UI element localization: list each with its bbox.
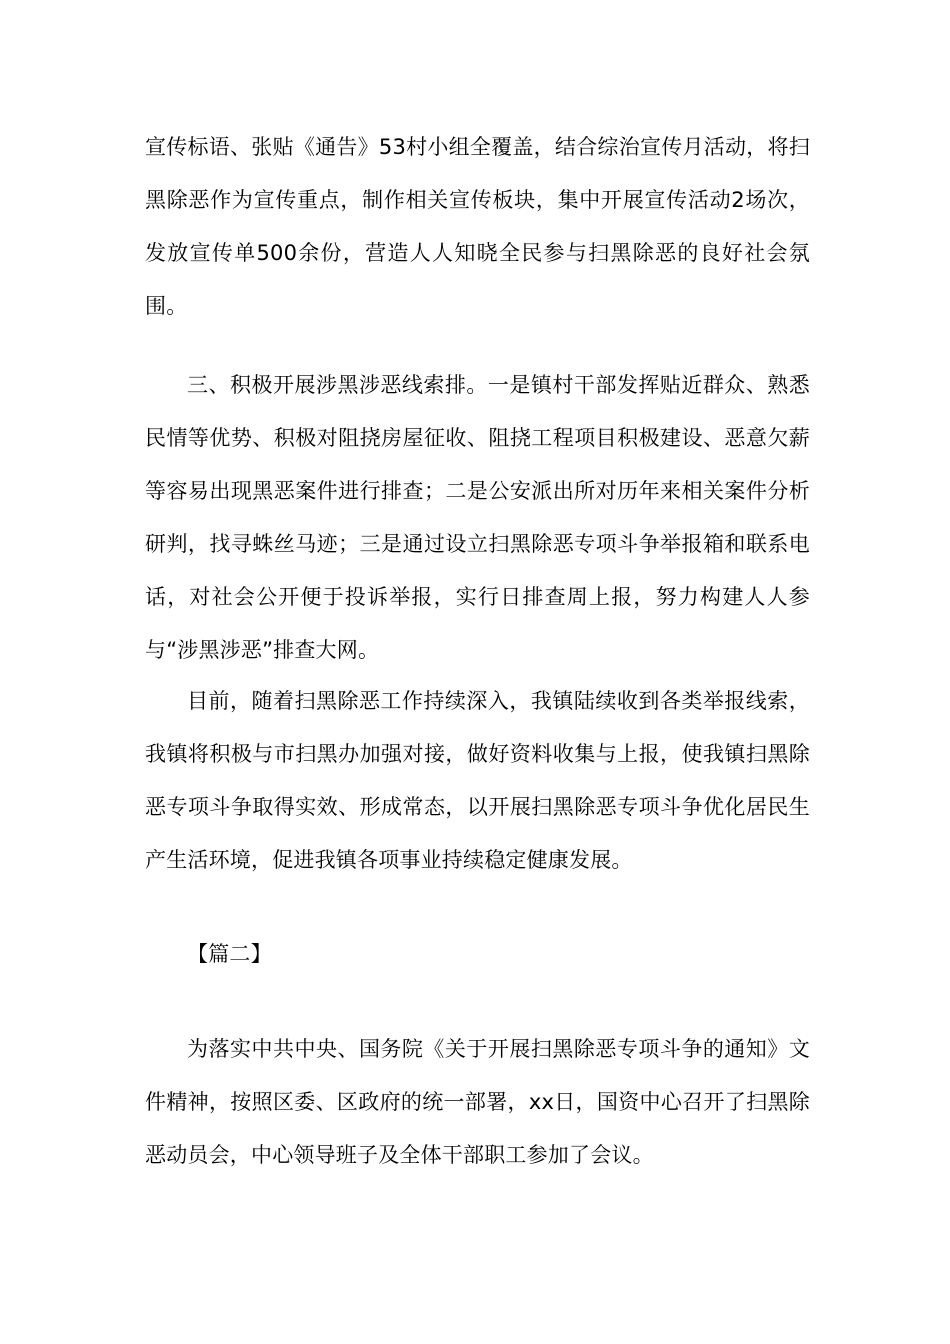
paragraph-publicity-continuation: 宣传标语、张贴《通告》53村小组全覆盖，结合综治宣传月活动，将扫黑除恶作为宣传重点，制作相关宣传板块，集中开展宣传活动2场次，发放宣传单500余份，营造人人知晓全民参与扫黑除恶的良好社会氛围。 [145, 135, 810, 318]
paragraph-current-progress: 目前，随着扫黑除恶工作持续深入，我镇陆续收到各类举报线索，我镇将积极与市扫黑办加强对接，做好资料收集与上报，使我镇扫黑除恶专项斗争取得实效、形成常态，以开展扫黑除恶专项斗争优化居民生产生活环境，促进我镇各项事业持续稳定健康发展。 [145, 689, 810, 872]
paragraph-part-two-intro: 为落实中共中央、国务院《关于开展扫黑除恶专项斗争的通知》文件精神，按照区委、区政府的统一部署，xx日，国资中心召开了扫黑除恶动员会，中心领导班子及全体干部职工参加了会议。 [145, 1037, 810, 1167]
section-heading-part-two: 【篇二】 [187, 942, 272, 966]
paragraph-section-three-clue-investigation: 三、积极开展涉黑涉恶线索排。一是镇村干部发挥贴近群众、熟悉民情等优势、积极对阻挠房屋征收、阻挠工程项目积极建设、恶意欠薪等容易出现黑恶案件进行排查；二是公安派出所对历年来相关案件分析研判，找寻蛛丝马迹；三是通过设立扫黑除恶专项斗争举报箱和联系电话，对社会公开便于投诉举报，实行日排查周上报，努力构建人人参与“涉黑涉恶”排查大网。 [145, 373, 810, 662]
